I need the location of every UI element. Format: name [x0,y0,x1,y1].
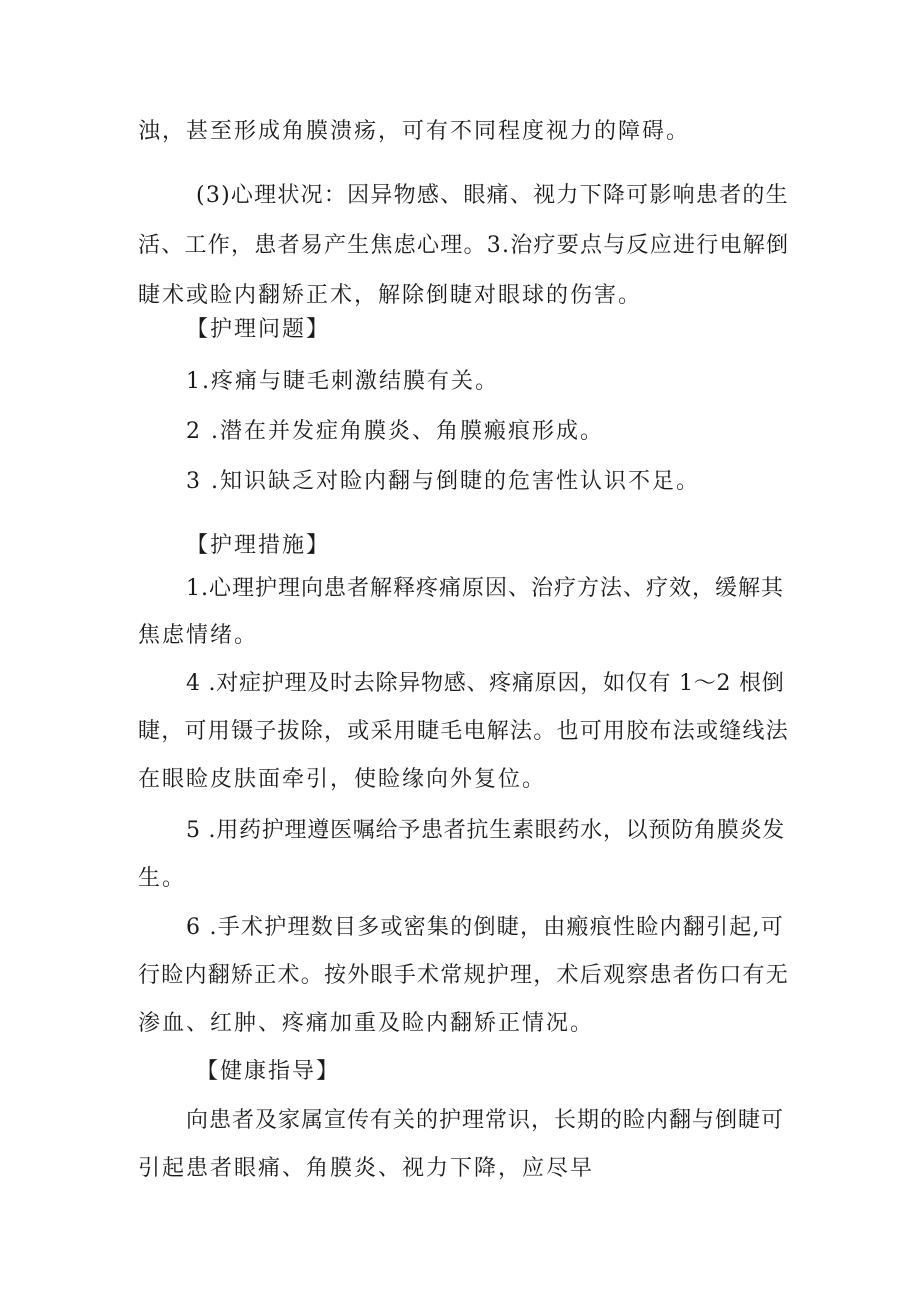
text-line: 活、工作，患者易产生焦虑心理。3.治疗要点与反应进行电解倒 [138,233,790,258]
list-item: 2 .潜在并发症角膜炎、角膜瘢痕形成。 [186,419,604,444]
list-item: 1.心理护理向患者解释疼痛原因、治疗方法、疗效，缓解其 [186,576,784,601]
list-item: 4 .对症护理及时去除异物感、疼痛原因，如仅有 1～2 根倒 [186,671,785,696]
list-item: 1.疼痛与睫毛刺激结膜有关。 [186,369,499,394]
section-heading: 【护理问题】 [186,317,331,342]
list-item: 6 .手术护理数目多或密集的倒睫，由瘢痕性睑内翻引起,可 [186,915,784,940]
section-heading: 【护理措施】 [186,533,331,558]
text-line: 在眼睑皮肤面牵引，使睑缘向外复位。 [138,767,547,792]
list-item: 3 .知识缺乏对睑内翻与倒睫的危害性认识不足。 [186,469,700,494]
section-heading: 【健康指导】 [196,1059,341,1084]
text-line: 焦虑情绪。 [138,623,259,648]
text-line: 睫术或睑内翻矫正术，解除倒睫对眼球的伤害。 [138,283,643,308]
text-line: 生。 [138,866,187,891]
text-line: 行睑内翻矫正术。按外眼手术常规护理，术后观察患者伤口有无 [138,963,790,988]
text-line: 向患者及家属宣传有关的护理常识，长期的睑内翻与倒睫可 [186,1108,785,1133]
text-line: 睫，可用镊子拔除，或采用睫毛电解法。也可用胶布法或缝线法 [138,719,790,744]
text-line: 引起患者眼痛、角膜炎、视力下降，应尽早 [138,1156,595,1181]
text-line: 渗血、红肿、疼痛加重及睑内翻矫正情况。 [138,1011,595,1036]
list-item: 5 .用药护理遵医嘱给予患者抗生素眼药水，以预防角膜炎发 [186,818,785,843]
text-line: 浊，甚至形成角膜溃疡，可有不同程度视力的障碍。 [138,119,691,144]
text-line: (3)心理状况：因异物感、眼痛、视力下降可影响患者的生 [196,183,789,208]
